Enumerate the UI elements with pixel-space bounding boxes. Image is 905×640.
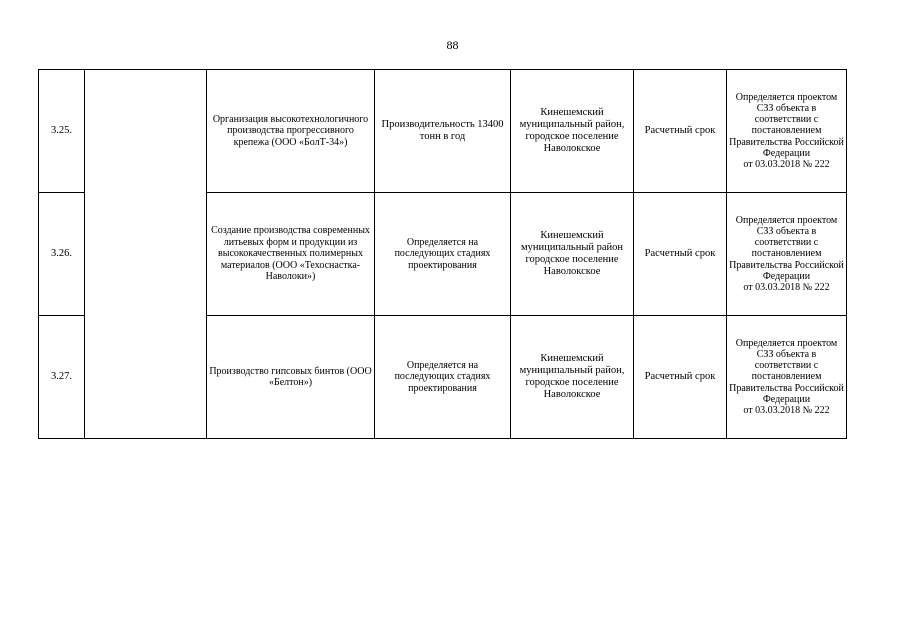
szz-text: Определяется проектом СЗЗ объекта в соответствии с постановлением Правительства Российской Федерации	[729, 214, 844, 282]
szz-cell	[727, 316, 847, 439]
page-number: 88	[446, 38, 459, 52]
szz-date: от 03.03.2018 № 222	[743, 282, 830, 293]
szz-date: от 03.03.2018 № 222	[743, 159, 830, 170]
object-description: Организация высокотехнологичного производства прогрессивного крепежа (ООО «БолТ-34»)	[207, 70, 375, 193]
szz-date: от 03.03.2018 № 222	[743, 405, 830, 416]
szz-cell	[727, 70, 847, 193]
object-description: Создание производства современных литьевых форм и продукции из высококачественных полимерных материалов (ООО «Техоснастка-Наволоки»)	[207, 193, 375, 316]
group-cell	[85, 70, 207, 439]
szz-cell	[727, 193, 847, 316]
object-location: Кинешемский муниципальный район городское поселение Наволокское	[511, 193, 634, 316]
object-location: Кинешемский муниципальный район, городское поселение Наволокское	[511, 70, 634, 193]
table-row	[39, 70, 847, 193]
object-parameter: Определяется на последующих стадиях проектирования	[375, 193, 511, 316]
objects-table	[38, 69, 847, 439]
row-number: 3.25.	[39, 70, 85, 193]
implementation-term: Расчетный срок	[634, 193, 727, 316]
implementation-term: Расчетный срок	[634, 70, 727, 193]
object-location: Кинешемский муниципальный район, городское поселение Наволокское	[511, 316, 634, 439]
object-parameter: Производительность 13400 тонн в год	[375, 70, 511, 193]
szz-text: Определяется проектом СЗЗ объекта в соответствии с постановлением Правительства Российской Федерации	[729, 337, 844, 405]
szz-text: Определяется проектом СЗЗ объекта в соответствии с постановлением Правительства Российской Федерации	[729, 91, 844, 159]
row-number: 3.27.	[39, 316, 85, 439]
object-description: Производство гипсовых бинтов (ООО «Белтон»)	[207, 316, 375, 439]
implementation-term: Расчетный срок	[634, 316, 727, 439]
row-number: 3.26.	[39, 193, 85, 316]
object-parameter: Определяется на последующих стадиях проектирования	[375, 316, 511, 439]
